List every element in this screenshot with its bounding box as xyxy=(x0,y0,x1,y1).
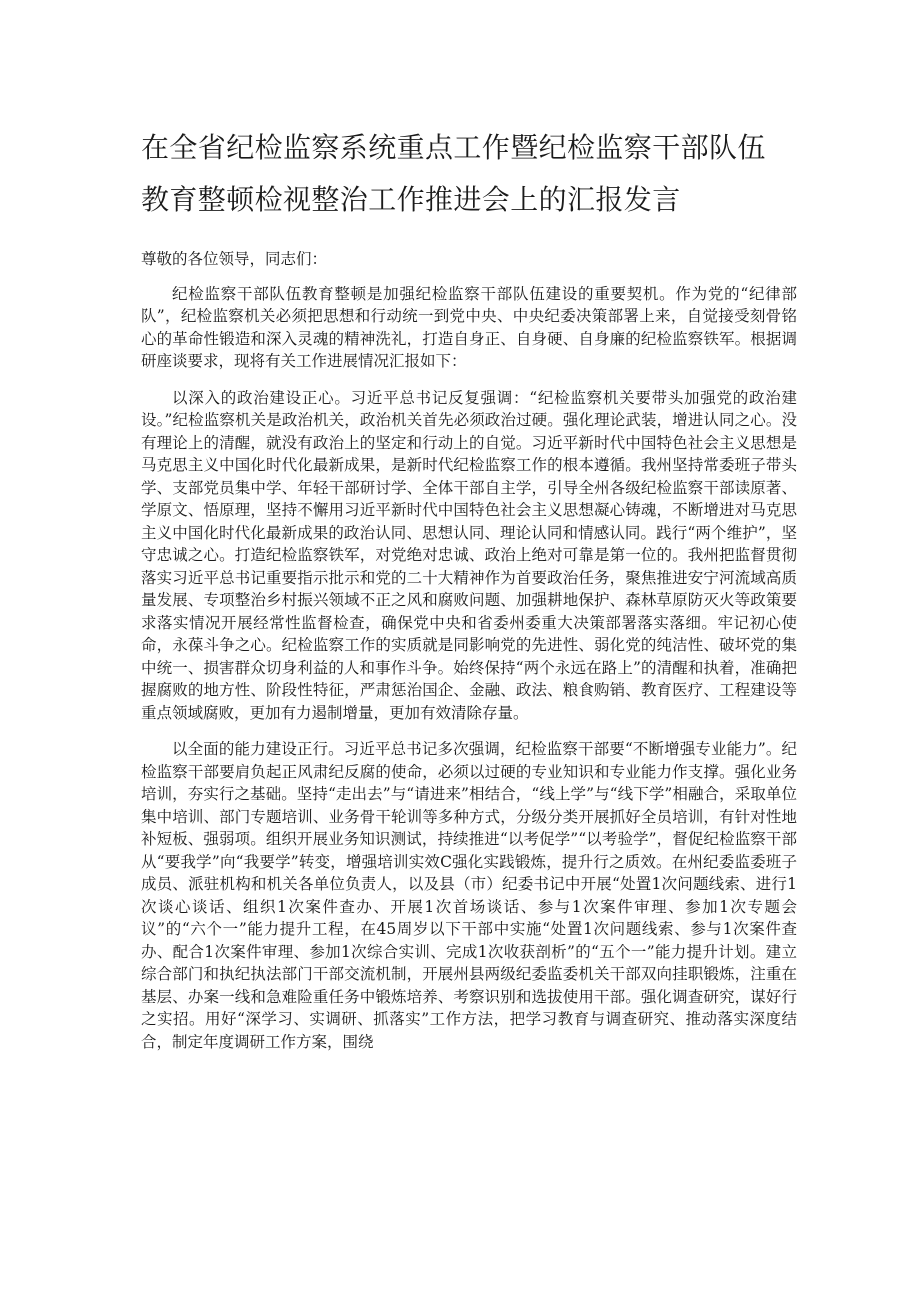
document-title xyxy=(141,122,797,226)
salutation: 尊敬的各位领导，同志们： xyxy=(141,250,328,268)
paragraph-capability-building: 以全面的能力建设正行。习近平总书记多次强调，纪检监察干部要“不断增强专业能力”。纪检监察干部要肩负起正风肃纪反腐的使命，必须以过硬的专业知识和专业能力作支撑。强化业务培训，夯实行之基础。坚持“走出去”与“请进来”相结合，“线上学”与“线下学”相融合，采取单位集中培训、部门专题培训、业务骨干轮训等多种方式，分级分类开展抓好全员培训，有针对性地补短板、强弱项。组织开展业务知识测试，持续推进“以考促学”“以考验学”，督促纪检监察干部从“要我学”向“我要学”转变，增强培训实效C强化实践锻炼，提升行之质效。在州纪委监委班子成员、派驻机构和机关各单位负责人，以及县（市）纪委书记中开展“处置1次问题线索、进行1次谈心谈话、组织1次案件查办、开展1次首场谈话、参与1次案件审理、参加1次专题会议”的“六个一”能力提升工程，在45周岁以下干部中实施“处置1次问题线索、参与1次案件查办、配合1次案件审理、参加1次综合实训、完成1次收获剖析”的“五个一”能力提升计划。建立综合部门和执纪执法部门干部交流机制，开展州县两级纪委监委机关干部双向挂职锻炼，注重在基层、办案一线和急难险重任务中锻炼培养、考察识别和选拔使用干部。强化调查研究，谋好行之实招。用好“深学习、实调研、抓落实”工作方法，把学习教育与调查研究、推动落实深度结合，制定年度调研工作方案，围绕 xyxy=(141,740,797,1051)
paragraph-intro: 纪检监察干部队伍教育整顿是加强纪检监察干部队伍建设的重要契机。作为党的“纪律部队”，纪检监察机关必须把思想和行动统一到党中央、中央纪委决策部署上来，自觉接受刻骨铭心的革命性锻造和深入灵魂的精神洗礼，打造自身正、自身硬、自身廉的纪检监察铁军。根据调研座谈要求，现将有关工作进展情况汇报如下： xyxy=(141,284,797,370)
title-line-1: 在全省纪检监察系统重点工作暨纪检监察干部队伍 xyxy=(141,131,766,164)
title-line-2: 教育整顿检视整治工作推进会上的汇报发言 xyxy=(141,183,681,216)
document-page xyxy=(141,122,797,1053)
paragraph-political-building: 以深入的政治建设正心。习近平总书记反复强调：“纪检监察机关要带头加强党的政治建设。”纪检监察机关是政治机关，政治机关首先必须政治过硬。强化理论武装，增进认同之心。没有理论上的清醒，就没有政治上的坚定和行动上的自觉。习近平新时代中国特色社会主义思想是马克思主义中国化时代化最新成果，是新时代纪检监察工作的根本遵循。我州坚持常委班子带头学、支部党员集中学、年轻干部研讨学、全体干部自主学，引导全州各级纪检监察干部读原著、学原文、悟原理，坚持不懈用习近平新时代中国特色社会主义思想凝心铸魂，不断增进对马克思主义中国化时代化最新成果的政治认同、思想认同、理论认同和情感认同。践行“两个维护”，坚守忠诚之心。打造纪检监察铁军，对党绝对忠诚、政治上绝对可靠是第一位的。我州把监督贯彻落实习近平总书记重要指示批示和党的二十大精神作为首要政治任务，聚焦推进安宁河流域高质量发展、专项整治乡村振兴领域不正之风和腐败问题、加强耕地保护、森林草原防灭火等政策要求落实情况开展经常性监督检查，确保党中央和省委州委重大决策部署落实落细。牢记初心使命，永葆斗争之心。纪检监察工作的实质就是同影响党的先进性、弱化党的纯洁性、破坏党的集中统一、损害群众切身利益的人和事作斗争。始终保持“两个永远在路上”的清醒和执着，准确把握腐败的地方性、阶段性特征，严肃惩治国企、金融、政法、粮食购销、教育医疗、工程建设等重点领域腐败，更加有力遏制增量，更加有效清除存量。 xyxy=(141,388,797,722)
